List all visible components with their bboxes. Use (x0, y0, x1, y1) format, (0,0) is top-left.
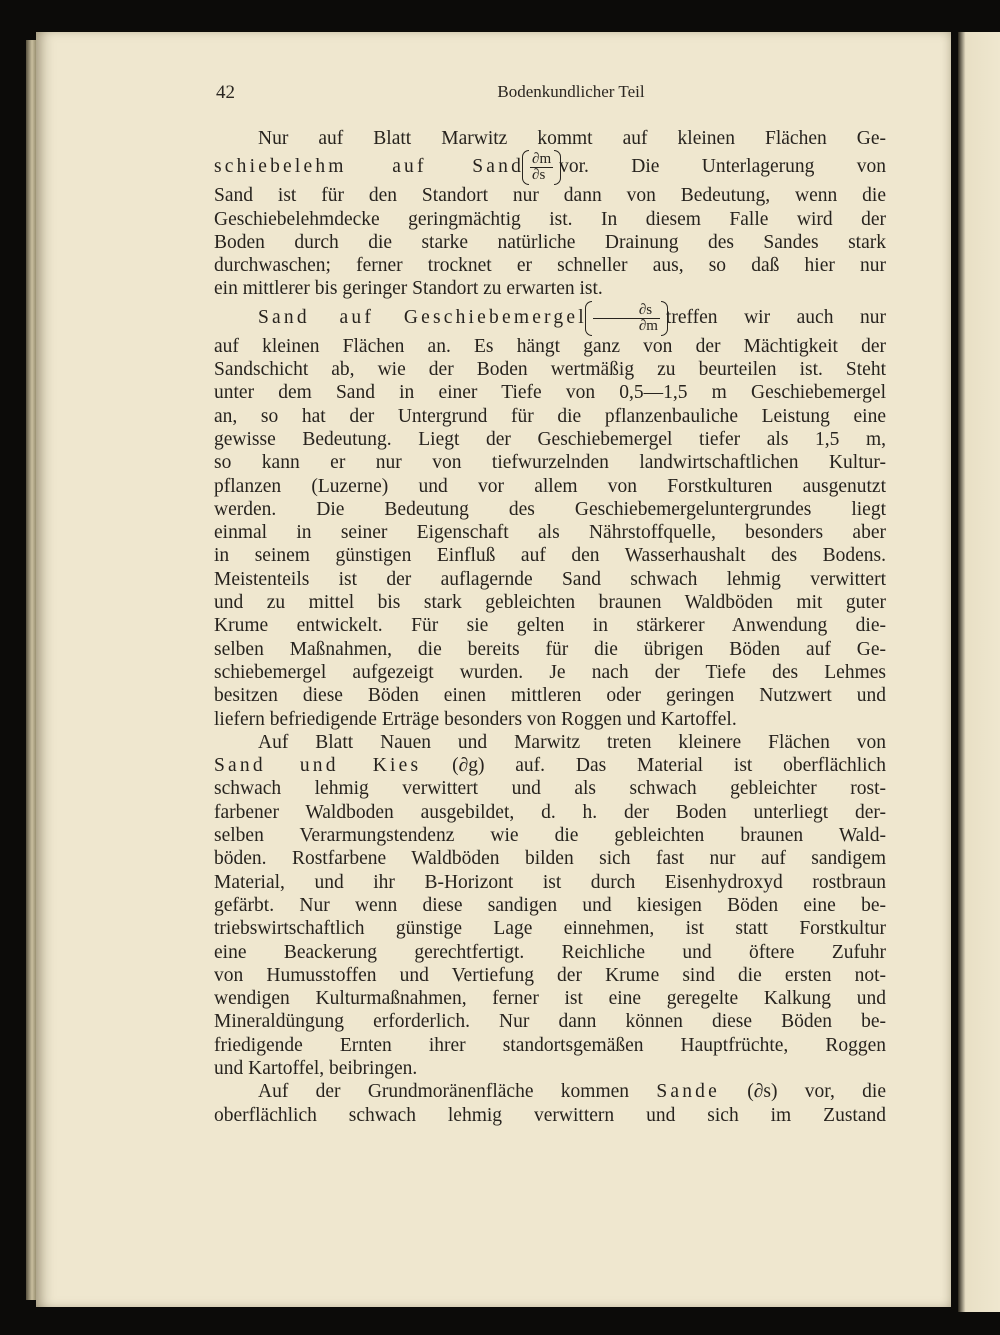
paragraph-2 (214, 301, 886, 731)
text-line-with-formula (214, 150, 886, 184)
text-line: Auf Blatt Nauen und Marwitz treten kleinere Flächen von (258, 731, 886, 753)
spaced-term: Sand und Kies (214, 755, 422, 777)
text-segment: treffen wir auch nur (665, 306, 887, 328)
text-line-with-term (214, 1080, 886, 1103)
text-line: so kann er nur von tiefwurzelnden landwirtschaftlichen Kultur- (214, 452, 886, 474)
paragraph-3 (214, 731, 886, 1080)
text-line: Meistenteils ist der auflagernde Sand schwach lehmig verwittert (214, 568, 886, 590)
text-line: triebswirtschaftlich günstige Lage einnehmen, ist statt Forstkultur (214, 918, 886, 940)
body-text (214, 127, 886, 1127)
text-line: in seinem günstigen Einfluß auf den Wasserhaushalt des Bodens. (214, 545, 886, 567)
text-line: selben Maßnahmen, die bereits für die übrigen Böden auf Ge- (214, 638, 886, 660)
paragraph-4 (214, 1080, 886, 1127)
text-line: schiebemergel aufgezeigt wurden. Je nach der Tiefe des Lehmes (214, 661, 886, 683)
text-line: farbener Waldboden ausgebildet, d. h. der Boden unterliegt der- (214, 801, 886, 823)
text-line: pflanzen (Luzerne) und vor allem von Forstkulturen ausgenutzt (214, 475, 886, 497)
fraction-ds-dm: $\frac{\partial s}{\partial m}$ (593, 303, 660, 334)
text-line: liefern befriedigende Erträge besonders von Roggen und Kartoffel. (214, 708, 737, 730)
fraction-dm-ds: $\frac{\partial m}{\partial s}$ (532, 151, 552, 184)
text-line: gewisse Bedeutung. Liegt der Geschiebemergel tiefer als 1,5 m, (214, 428, 886, 450)
text-line: oberflächlich schwach lehmig verwittern und sich im Zustand (214, 1104, 886, 1126)
text-line: friedigende Ernten ihrer standortsgemäßen Hauptfrüchte, Roggen (214, 1034, 886, 1056)
text-line: durchwaschen; ferner trocknet er schneller aus, so daß hier nur (214, 255, 886, 277)
text-line: eine Beackerung gerechtfertigt. Reichliche und öftere Zufuhr (214, 941, 886, 963)
spaced-term: schiebelehm auf Sand (214, 156, 525, 178)
text-line: und zu mittel bis stark gebleichten braunen Waldböden mit guter (214, 592, 886, 614)
text-line: Sand ist für den Standort nur dann von Bedeutung, wenn die (214, 185, 886, 207)
text-line: Sandschicht ab, wie der Boden wertmäßig zu beurteilen ist. Steht (214, 359, 886, 381)
text-line-with-term (214, 754, 886, 777)
text-line: Boden durch die starke natürliche Drainung des Sandes stark (214, 231, 886, 253)
page-header (216, 82, 886, 106)
text-line-with-formula (214, 301, 886, 335)
text-line: auf kleinen Flächen an. Es hängt ganz von der Mächtigkeit der (214, 335, 886, 357)
text-line: Krume entwickelt. Für sie gelten in stärkerer Anwendung die- (214, 615, 886, 637)
page-number: 42 (216, 82, 235, 103)
text-line: einmal in seiner Eigenschaft als Nährstoffquelle, besonders aber (214, 522, 886, 544)
text-line: selben Verarmungstendenz wie die gebleichten braunen Wald- (214, 825, 886, 847)
text-line: und Kartoffel, beibringen. (214, 1057, 418, 1079)
text-line: Nur auf Blatt Marwitz kommt auf kleinen Flächen Ge- (258, 128, 886, 149)
text-segment: (∂g) auf. Das Material ist oberflächlich (452, 755, 887, 777)
text-line: werden. Die Bedeutung des Geschiebemergeluntergrundes liegt (214, 498, 886, 520)
text-line: schwach lehmig verwittert und als schwach gebleichter rost- (214, 778, 886, 800)
text-line: unter dem Sand in einer Tiefe von 0,5—1,5 m Geschiebemergel (214, 382, 886, 404)
text-line: von Humusstoffen und Vertiefung der Krume sind die ersten not- (214, 964, 886, 986)
facing-page-edge (958, 32, 1000, 1312)
text-line: gefärbt. Nur wenn diese sandigen und kiesigen Böden eine be- (214, 894, 886, 916)
text-line: Material, und ihr B-Horizont ist durch Eisenhydroxyd rostbraun (214, 871, 886, 893)
spaced-term: Sande (656, 1081, 720, 1103)
text-segment: vor. Die Unterlagerung von (559, 156, 886, 178)
paragraph-1 (214, 127, 886, 301)
running-title: Bodenkundlicher Teil (497, 82, 645, 101)
text-segment: (∂s) vor, die (747, 1081, 886, 1103)
text-line: besitzen diese Böden einen mittleren oder geringen Nutzwert und (214, 685, 886, 707)
text-line: Geschiebelehmdecke geringmächtig ist. In diesem Falle wird der (214, 208, 886, 230)
text-segment: Auf der Grundmoränenfläche kommen (258, 1081, 630, 1103)
text-line: wendigen Kulturmaßnahmen, ferner ist eine geregelte Kalkung und (214, 988, 886, 1010)
text-line: böden. Rostfarbene Waldböden bilden sich fast nur auf sandigem (214, 848, 886, 870)
text-line: an, so hat der Untergrund für die pflanzenbauliche Leistung eine (214, 405, 886, 427)
text-line: Mineraldüngung erforderlich. Nur dann können diese Böden be- (214, 1011, 886, 1033)
spaced-term: Sand auf Geschiebemergel (258, 306, 587, 328)
text-line: ein mittlerer bis geringer Standort zu erwarten ist. (214, 278, 603, 300)
